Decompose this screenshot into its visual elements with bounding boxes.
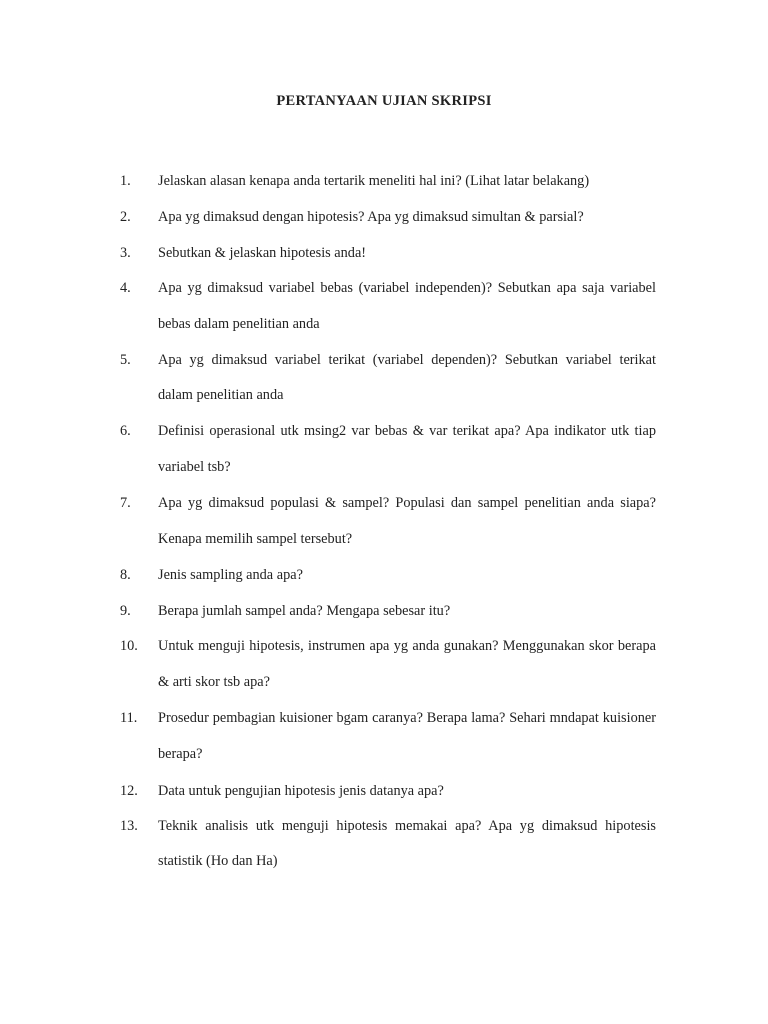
item-text: Apa yg dimaksud variabel bebas (variabel independen)? Sebutkan apa saja variabel bebas dalam penelitian anda <box>158 280 656 332</box>
page-title: PERTANYAAN UJIAN SKRIPSI <box>276 93 492 109</box>
item-number: 8. <box>120 567 131 584</box>
item-number: 5. <box>120 351 131 368</box>
item-text: Apa yg dimaksud populasi & sampel? Populasi dan sampel penelitian anda siapa? Kenapa memilih sampel tersebut? <box>158 494 656 547</box>
list-item <box>120 343 656 415</box>
list-item <box>120 629 656 701</box>
item-number: 2. <box>120 209 131 225</box>
item-number: 7. <box>120 494 131 511</box>
list-item <box>120 163 656 199</box>
list-item <box>120 414 656 486</box>
list-item <box>120 235 656 271</box>
item-text: Data untuk pengujian hipotesis jenis datanya apa? <box>158 782 444 799</box>
item-text: Jelaskan alasan kenapa anda tertarik meneliti hal ini? (Lihat latar belakang) <box>158 173 590 189</box>
list-item <box>120 486 656 558</box>
item-text: Sebutkan & jelaskan hipotesis anda! <box>158 245 367 261</box>
item-number: 12. <box>120 782 138 799</box>
item-number: 13. <box>120 817 138 834</box>
item-text: Apa yg dimaksud dengan hipotesis? Apa yg dimaksud simultan & parsial? <box>158 209 584 225</box>
list-item <box>120 593 656 629</box>
list-item <box>120 701 656 773</box>
item-number: 4. <box>120 280 131 296</box>
item-number: 11. <box>120 709 138 726</box>
item-text: Definisi operasional utk msing2 var bebas & var terikat apa? Apa indikator utk tiap variabel tsb? <box>158 423 656 475</box>
list-item <box>120 199 656 235</box>
list-item <box>120 557 656 593</box>
item-text: Apa yg dimaksud variabel terikat (variabel dependen)? Sebutkan variabel terikat dalam penelitian anda <box>158 351 656 404</box>
item-text: Jenis sampling anda apa? <box>158 567 303 584</box>
item-text: Untuk menguji hipotesis, instrumen apa yg anda gunakan? Menggunakan skor berapa & arti skor tsb apa? <box>158 638 656 691</box>
item-text: Prosedur pembagian kuisioner bgam caranya? Berapa lama? Sehari mndapat kuisioner berapa? <box>158 709 656 762</box>
item-number: 6. <box>120 423 131 440</box>
list-item <box>120 809 656 881</box>
item-number: 10. <box>120 638 138 655</box>
item-number: 1. <box>120 173 131 189</box>
list-item <box>120 271 656 343</box>
item-text: Berapa jumlah sampel anda? Mengapa sebesar itu? <box>158 603 451 620</box>
list-item <box>120 773 656 809</box>
item-number: 3. <box>120 245 131 261</box>
question-list <box>120 163 656 880</box>
item-number: 9. <box>120 603 131 620</box>
item-text: Teknik analisis utk menguji hipotesis memakai apa? Apa yg dimaksud hipotesis statistik (Ho dan Ha) <box>158 817 656 870</box>
